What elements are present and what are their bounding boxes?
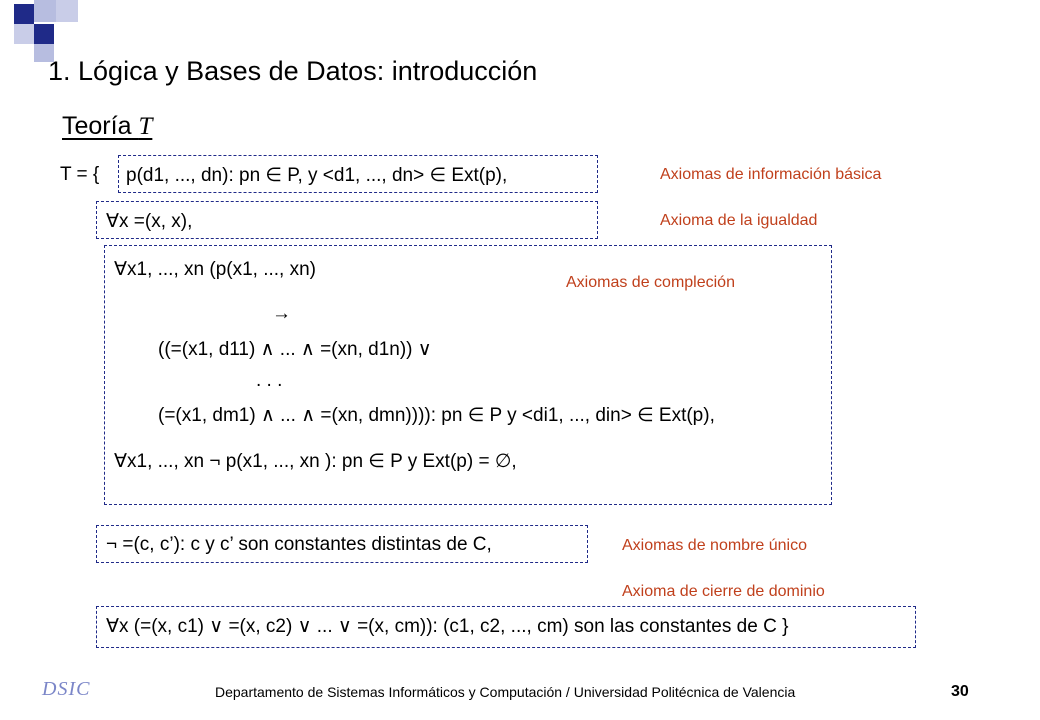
- note-domain-closure: Axioma de cierre de dominio: [622, 583, 825, 600]
- footer-text: Departamento de Sistemas Informáticos y Computación / Universidad Politécnica de Valencia: [215, 684, 796, 700]
- completion-disjunct-first: ((=(x1, d11) ∧ ... ∧ =(xn, d1n)) ∨: [158, 339, 432, 360]
- implication-arrow: →: [272, 303, 291, 324]
- page-title: 1. Lógica y Bases de Datos: introducción: [48, 56, 538, 86]
- dsic-logo: DSIC: [42, 678, 91, 700]
- note-equality-axiom: Axioma de la igualdad: [660, 212, 818, 229]
- equality-axiom-formula: ∀x =(x, x),: [106, 211, 193, 232]
- page-number: 30: [951, 683, 969, 700]
- note-basic-axioms: Axiomas de información básica: [660, 166, 882, 183]
- unique-name-formula: ¬ =(c, c’): c y c’ son constantes distintas de C,: [106, 534, 492, 555]
- note-unique-name: Axiomas de nombre único: [622, 537, 807, 554]
- basic-axiom-formula: p(d1, ..., dn): pn ∈ P, y <d1, ..., dn> ∈ Ext(p),: [126, 165, 508, 186]
- theory-symbol: T: [138, 113, 153, 140]
- note-completion-axioms: Axiomas de compleción: [566, 274, 735, 291]
- domain-closure-formula: ∀x (=(x, c1) ∨ =(x, c2) ∨ ... ∨ =(x, cm)): (c1, c2, ..., cm) son las constantes de C }: [106, 616, 789, 637]
- section-subtitle: [62, 112, 152, 141]
- theory-open: T = {: [60, 164, 100, 185]
- completion-formula-head: ∀x1, ..., xn (p(x1, ..., xn): [114, 259, 316, 280]
- ellipsis: . . .: [256, 370, 283, 391]
- completion-disjunct-last: (=(x1, dm1) ∧ ... ∧ =(xn, dmn)))): pn ∈ P y <di1, ..., din> ∈ Ext(p),: [158, 405, 715, 426]
- subtitle-text: Teoría: [62, 112, 132, 140]
- empty-extension-formula: ∀x1, ..., xn ¬ p(x1, ..., xn ): pn ∈ P y Ext(p) = ∅,: [114, 451, 517, 472]
